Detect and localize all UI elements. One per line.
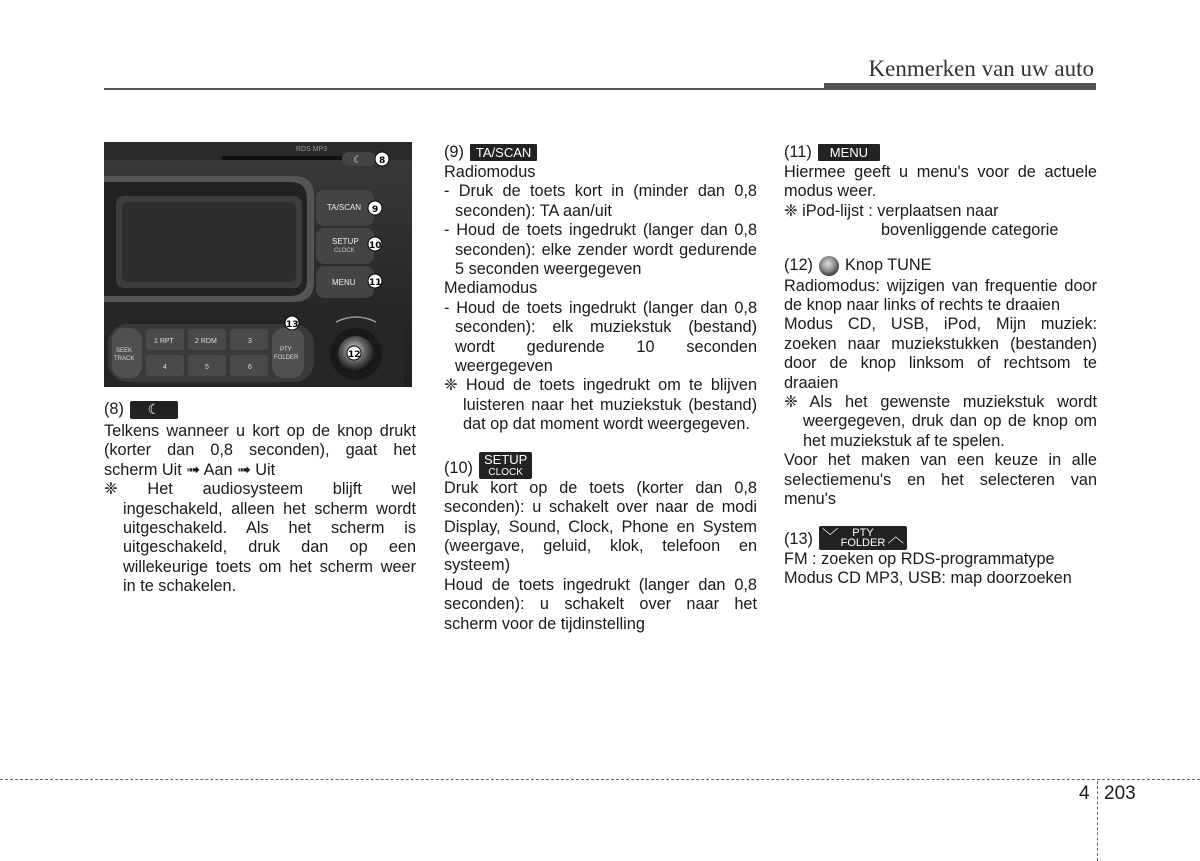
chevron-up-icon: ︿: [887, 527, 904, 546]
item-9-label: (9): [444, 142, 464, 161]
radio-figure: [104, 142, 412, 387]
setup-clock-badge: SETUP CLOCK: [479, 452, 532, 479]
callout-12: 12: [348, 350, 361, 360]
radio-mode-item-1: - Druk de toets kort in (minder dan 0,8 seconden): TA aan/uit: [444, 182, 757, 220]
svg-text:3: 3: [248, 338, 252, 345]
item-8-note: ❈ Het audiosysteem blijft wel ingeschakeld, alleen het scherm wordt uitgeschakeld. Als het scherm is uitgeschakeld, druk dan op een willekeurige toets om het scherm weer in te schakelen.: [104, 480, 416, 596]
item-11-note-cont: bovenliggende categorie: [881, 221, 1059, 240]
item-13-heading: [784, 522, 1097, 550]
item-12-text-1: Radiomodus: wijzigen van frequentie door de knop naar links of rechts te draaien: [784, 276, 1097, 315]
section-number: 4: [1079, 783, 1090, 804]
item-10-text-2: Houd de toets ingedrukt (langer dan 0,8 seconden): u schakelt over naar het scherm voor de tijdinstelling: [444, 575, 757, 633]
svg-text:4: 4: [163, 364, 167, 371]
item-10-label: (10): [444, 459, 473, 478]
svg-text:6: 6: [248, 364, 252, 371]
item-12-text-2: Modus CD, USB, iPod, Mijn muziek: zoeken naar muziekstukken (bestanden) door de knop linksom of rechtsom te draaien: [784, 315, 1097, 392]
page-number: 203: [1104, 783, 1136, 804]
svg-text:CLOCK: CLOCK: [334, 248, 355, 254]
tune-knob-icon: [819, 256, 839, 276]
column-2: [444, 142, 757, 634]
item-12-note: ❈ Als het gewenste muziekstuk wordt weergegeven, druk dan op de knop om het muziekstuk af te spelen.: [784, 393, 1097, 450]
footer-divider: [1097, 781, 1098, 861]
item-12-label: (12): [784, 255, 813, 274]
svg-text:SEEK: SEEK: [116, 348, 133, 354]
item-9-heading: [444, 142, 757, 163]
item-8-heading: [104, 398, 416, 422]
svg-text:TRACK: TRACK: [114, 356, 135, 362]
moon-icon: ☾: [353, 155, 362, 166]
chevron-down-icon: ﹀: [821, 527, 839, 546]
moon-icon: ☾: [130, 401, 178, 419]
radio-mode-item-2: - Houd de toets ingedrukt (langer dan 0,8 seconden): elke zender wordt gedurende 5 seconden weergegeven: [444, 221, 757, 279]
item-11-heading: [784, 142, 1097, 163]
item-11-note: ❈ iPod-lijst : verplaatsen naar: [784, 201, 999, 220]
svg-text:2 RDM: 2 RDM: [195, 338, 217, 345]
svg-text:5: 5: [205, 364, 209, 371]
media-mode-item-1: - Houd de toets ingedrukt (langer dan 0,8 seconden): elk muziekstuk (bestand) wordt gedurende 10 seconden weergegeven: [444, 298, 757, 376]
header-rule-accent: [824, 83, 1096, 90]
item-11-label: (11): [784, 142, 812, 161]
ta-scan-badge: TA/SCAN: [470, 144, 537, 161]
callout-10: 10: [369, 241, 382, 251]
menu-badge: MENU: [818, 144, 880, 161]
pty-folder-button: [272, 328, 304, 378]
svg-text:SETUP: SETUP: [332, 237, 359, 246]
svg-text:FOLDER: FOLDER: [274, 355, 299, 361]
header-title: Kenmerken van uw auto: [868, 56, 1094, 81]
item-10-heading: [444, 451, 757, 479]
item-12-text-3: Voor het maken van een keuze in alle selectiemenu's en het selecteren van menu's: [784, 451, 1097, 509]
item-10-text-1: Druk kort op de toets (korter dan 0,8 seconden): u schakelt over naar de modi Display, Sound, Clock, Phone en System (weergave, geluid, klok, telefoon en systeem): [444, 478, 757, 575]
svg-text:PTY: PTY: [280, 347, 292, 353]
callout-11: 11: [369, 278, 382, 288]
item-13-text-2: Modus CD MP3, USB: map doorzoeken: [784, 568, 1072, 587]
svg-text:MENU: MENU: [332, 278, 356, 287]
svg-text:1 RPT: 1 RPT: [154, 338, 174, 345]
radio-mode-heading: Radiomodus: [444, 163, 536, 181]
footer-rule: [0, 779, 1200, 780]
callout-9: 9: [372, 205, 379, 215]
item-13-label: (13): [784, 530, 813, 549]
pty-folder-badge: ﹀ PTY FOLDER ︿: [819, 526, 907, 550]
brand-mark: RDS MP3: [296, 146, 328, 153]
setup-button: [316, 228, 374, 264]
item-13-text-1: FM : zoeken op RDS-programmatype: [784, 549, 1055, 568]
callout-13: 13: [286, 320, 299, 330]
item-12-heading: [784, 255, 1097, 277]
media-mode-heading: Mediamodus: [444, 279, 538, 298]
item-8-label: (8): [104, 400, 124, 419]
item-9-note: ❈ Houd de toets ingedrukt om te blijven luisteren naar het muziekstuk (bestand) dat op dat moment wordt weergegeven.: [444, 376, 757, 434]
item-8-text: Telkens wanneer u kort op de knop drukt (korter dan 0,8 seconden), gaat het scherm Uit ➟ Aan ➟ Uit: [104, 422, 416, 479]
svg-text:TA/SCAN: TA/SCAN: [327, 203, 362, 212]
item-11-text: Hiermee geeft u menu's voor de actuele modus weer.: [784, 163, 1097, 201]
radio-illustration: [104, 142, 412, 387]
column-3: [784, 142, 1097, 588]
callout-8: 8: [379, 156, 386, 166]
column-1: [104, 398, 416, 597]
item-12-knob-label: Knop TUNE: [844, 255, 932, 274]
